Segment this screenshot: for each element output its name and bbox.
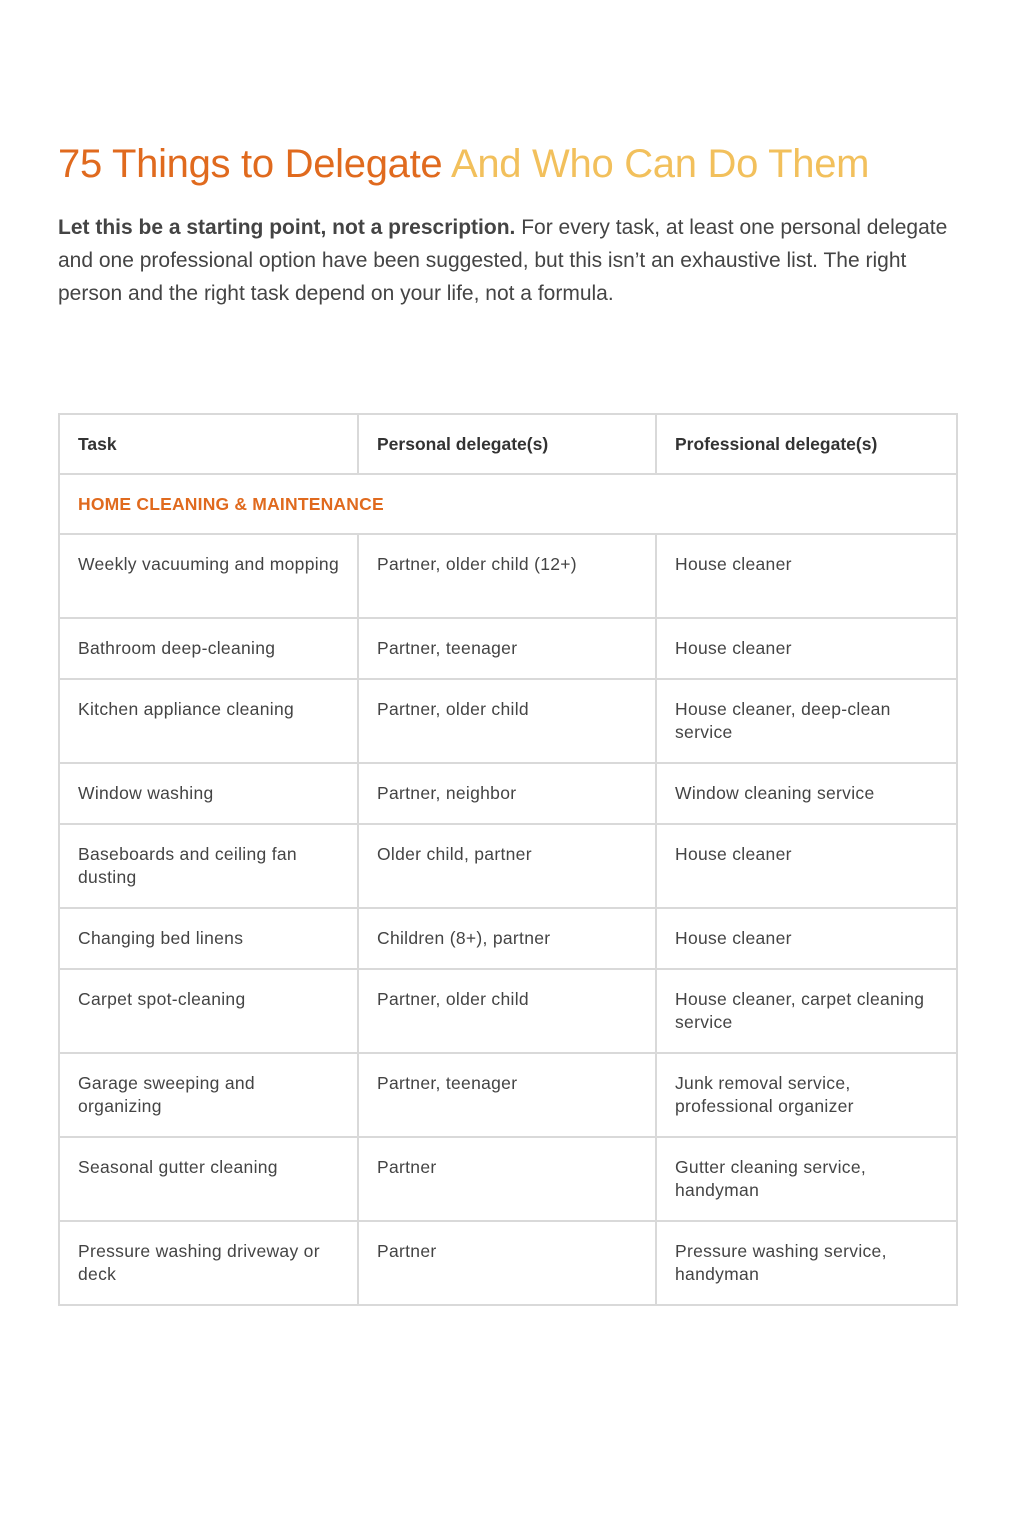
table-row	[59, 1053, 957, 1137]
task-cell: Garage sweeping and organizing	[59, 1053, 358, 1137]
personal-cell: Children (8+), partner	[358, 908, 656, 969]
table-row	[59, 763, 957, 824]
personal-cell: Partner, older child	[358, 969, 656, 1053]
personal-cell: Partner, older child	[358, 679, 656, 763]
table-header-row	[59, 414, 957, 474]
task-cell: Baseboards and ceiling fan dusting	[59, 824, 358, 908]
delegate-table	[58, 413, 958, 1306]
table-row	[59, 969, 957, 1053]
personal-cell: Older child, partner	[358, 824, 656, 908]
section-row	[59, 474, 957, 534]
professional-cell: House cleaner	[656, 534, 957, 618]
header-personal-delegates: Personal delegate(s)	[358, 414, 656, 474]
professional-cell: Junk removal service, professional organizer	[656, 1053, 957, 1137]
title-secondary: And Who Can Do Them	[450, 142, 870, 186]
table-row	[59, 1221, 957, 1305]
intro-body: For every task, at least one personal delegate and one professional option have been suggested, but this isn’t an exhaustive list. The right person and the right task depend on your life, not a formula.	[58, 216, 948, 305]
task-cell: Seasonal gutter cleaning	[59, 1137, 358, 1221]
professional-cell: House cleaner, carpet cleaning service	[656, 969, 957, 1053]
intro-lead: Let this be a starting point, not a prescription.	[58, 216, 516, 239]
professional-cell: Pressure washing service, handyman	[656, 1221, 957, 1305]
professional-cell: House cleaner, deep-clean service	[656, 679, 957, 763]
intro-paragraph	[58, 211, 958, 310]
task-cell: Bathroom deep-cleaning	[59, 618, 358, 679]
header-professional-delegates: Professional delegate(s)	[656, 414, 957, 474]
task-cell: Pressure washing driveway or deck	[59, 1221, 358, 1305]
table-row	[59, 534, 957, 618]
professional-cell: House cleaner	[656, 908, 957, 969]
professional-cell: Window cleaning service	[656, 763, 957, 824]
personal-cell: Partner	[358, 1221, 656, 1305]
table-row	[59, 824, 957, 908]
task-cell: Window washing	[59, 763, 358, 824]
personal-cell: Partner, neighbor	[358, 763, 656, 824]
page-title	[58, 138, 869, 190]
personal-cell: Partner, older child (12+)	[358, 534, 656, 618]
personal-cell: Partner, teenager	[358, 1053, 656, 1137]
professional-cell: House cleaner	[656, 618, 957, 679]
table-row	[59, 1137, 957, 1221]
title-primary: 75 Things to Delegate	[58, 142, 443, 186]
task-cell: Changing bed linens	[59, 908, 358, 969]
task-cell: Kitchen appliance cleaning	[59, 679, 358, 763]
table-row	[59, 618, 957, 679]
table-row	[59, 908, 957, 969]
section-heading: HOME CLEANING & MAINTENANCE	[59, 474, 957, 534]
table-row	[59, 679, 957, 763]
personal-cell: Partner	[358, 1137, 656, 1221]
task-cell: Carpet spot-cleaning	[59, 969, 358, 1053]
professional-cell: Gutter cleaning service, handyman	[656, 1137, 957, 1221]
task-cell: Weekly vacuuming and mopping	[59, 534, 358, 618]
header-task: Task	[59, 414, 358, 474]
personal-cell: Partner, teenager	[358, 618, 656, 679]
professional-cell: House cleaner	[656, 824, 957, 908]
